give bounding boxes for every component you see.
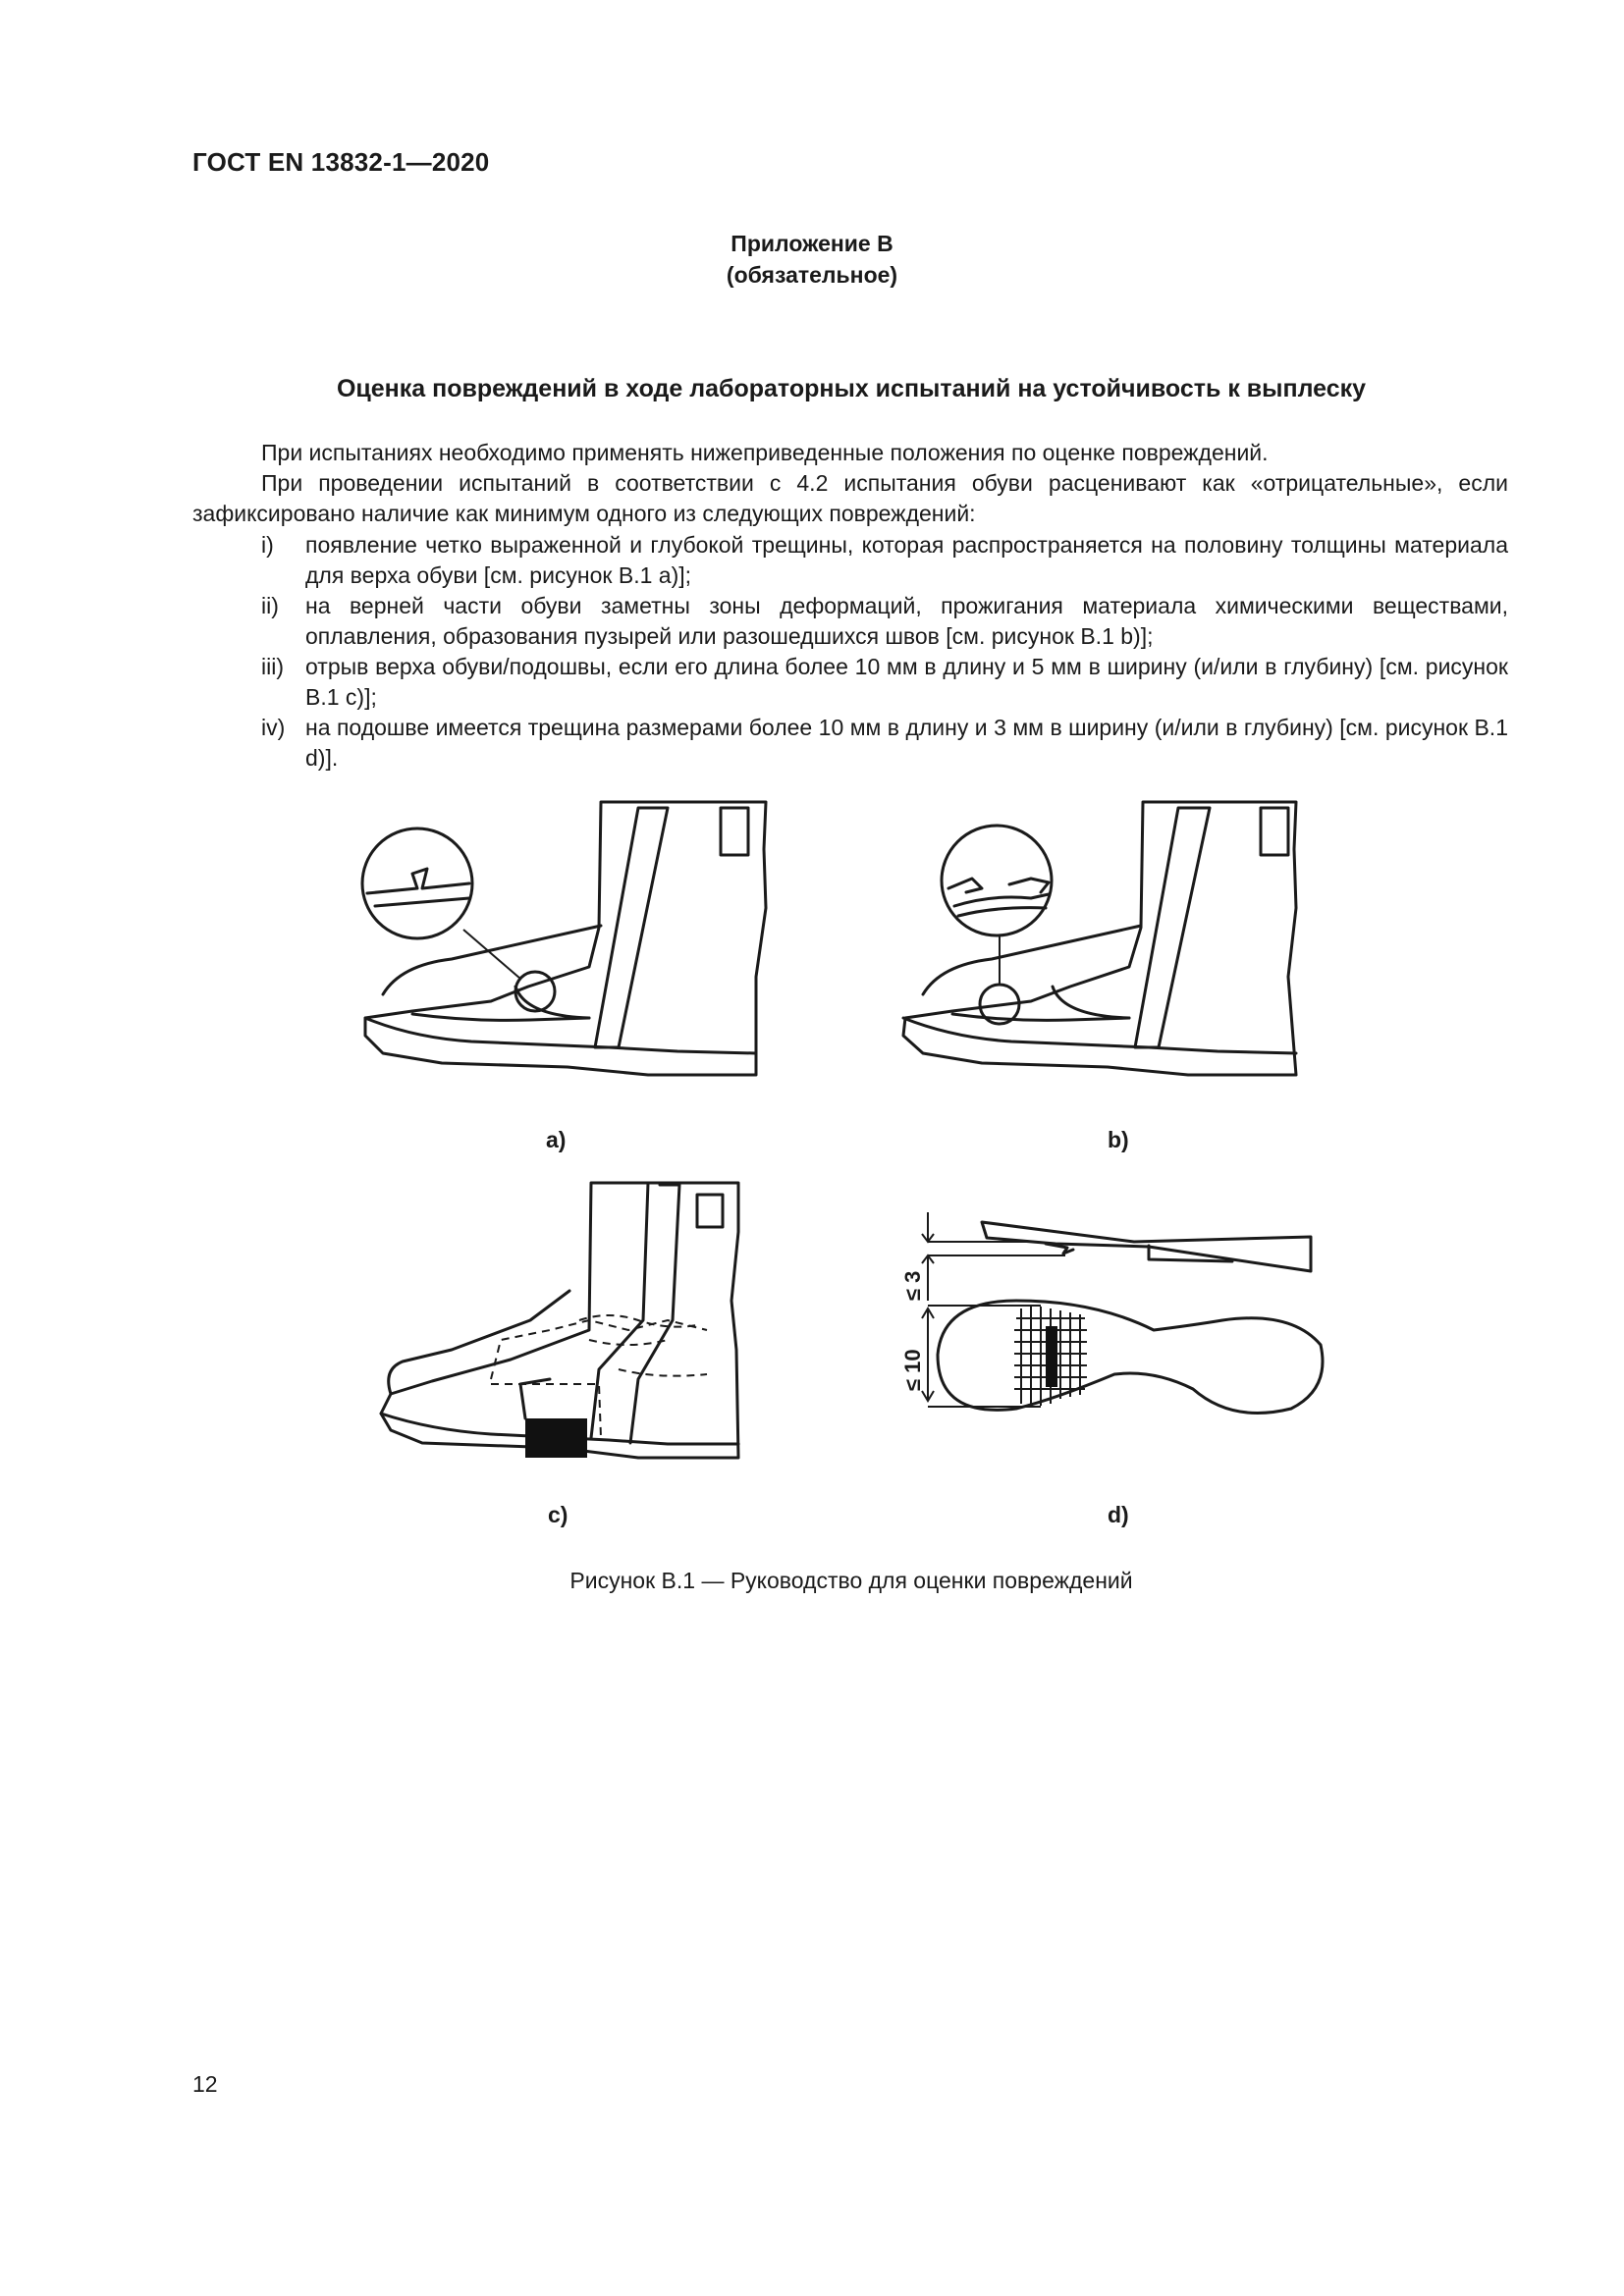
paragraph-criteria: При проведении испытаний в соответствии с 4.2 испытания обуви расценивают как «отрицательные», если зафиксировано наличие как минимум одного из следующих повреждений: bbox=[192, 470, 1508, 526]
list-item bbox=[261, 530, 1508, 591]
figure-label-d: d) bbox=[1108, 1502, 1129, 1527]
list-item bbox=[261, 713, 1508, 774]
figure-label-b: b) bbox=[1108, 1127, 1129, 1152]
list-item-number: i) bbox=[261, 532, 274, 558]
section-title: Оценка повреждений в ходе лабораторных испытаний на устойчивость к выплеску bbox=[336, 375, 1367, 402]
list-item-text: на верней части обуви заметны зоны деформаций, прожигания материала химическими веществами, оплавления, образования пузырей или разошедшихся швов [см. рисунок B.1 b)]; bbox=[305, 593, 1508, 649]
list-item bbox=[261, 652, 1508, 713]
boot-crack-illustration bbox=[353, 790, 776, 1114]
paragraph-intro: При испытаниях необходимо применять нижеприведенные положения по оценке повреждений. bbox=[261, 440, 1269, 465]
figure-caption: Рисунок B.1 — Руководство для оценки повреждений bbox=[569, 1568, 1133, 1593]
damage-criteria-list bbox=[261, 530, 1508, 774]
list-item bbox=[261, 591, 1508, 652]
annex-title: Приложение B bbox=[731, 231, 893, 256]
page-number: 12 bbox=[192, 2071, 218, 2097]
list-item-text: на подошве имеется трещина размерами более 10 мм в длину и 3 мм в ширину (и/или в глубину) [см. рисунок B.1 d)]. bbox=[305, 715, 1508, 771]
list-item-number: iv) bbox=[261, 715, 286, 740]
list-item-text: появление четко выраженной и глубокой трещины, которая распространяется на половину толщины материала для верха обуви [см. рисунок B.1 a)]; bbox=[305, 532, 1508, 588]
boot-deformation-illustration bbox=[884, 790, 1306, 1114]
thickness-dimension-label: ≤ 3 bbox=[900, 1270, 925, 1301]
annex-status: (обязательное) bbox=[726, 262, 898, 288]
figure-label-c: c) bbox=[548, 1502, 568, 1527]
list-item-number: iii) bbox=[261, 654, 284, 679]
list-item-number: ii) bbox=[261, 593, 279, 618]
figure-label-a: a) bbox=[546, 1127, 567, 1152]
list-item-text: отрыв верха обуви/подошвы, если его длина более 10 мм в длину и 5 мм в ширину (и/или в глубину) [см. рисунок B.1 c)]; bbox=[305, 654, 1508, 710]
document-id: ГОСТ EN 13832-1—2020 bbox=[192, 147, 490, 177]
boot-sole-separation-illustration bbox=[373, 1173, 766, 1502]
annex-heading bbox=[0, 228, 1624, 291]
width-dimension-label: ≤ 10 bbox=[900, 1349, 925, 1391]
sole-crack-illustration bbox=[898, 1202, 1340, 1477]
